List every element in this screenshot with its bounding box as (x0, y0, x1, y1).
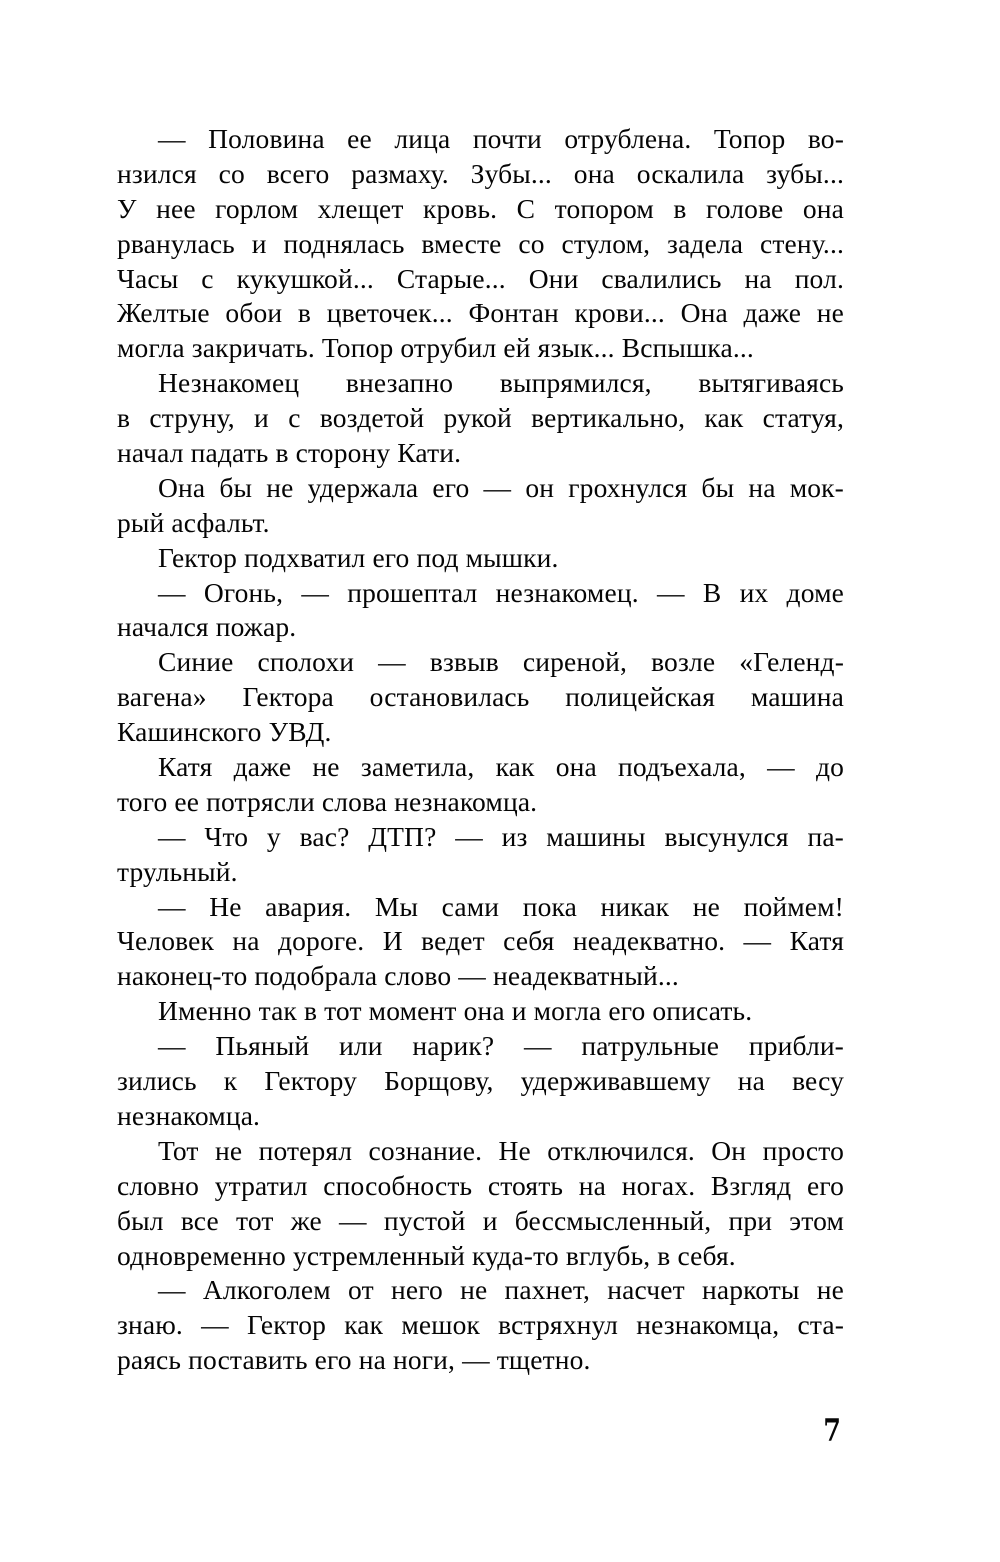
text-line: Желтые обои в цветочек... Фонтан крови... Она даже не (117, 297, 844, 329)
text-line: начался пожар. (117, 611, 297, 643)
text-line: могла закричать. Топор отрубил ей язык... Вспышка... (117, 332, 754, 364)
text-line: Она бы не удержала его — он грохнулся бы на мок- (158, 471, 844, 503)
paragraph (117, 471, 844, 541)
text-line: Тот не потерял сознание. Не отключился. Он просто (158, 1134, 844, 1166)
paragraph (117, 994, 844, 1029)
text-line: У нее горлом хлещет кровь. С топором в голове она (117, 192, 844, 224)
text-line: Часы с кукушкой... Старые... Они свалились на пол. (117, 262, 844, 294)
text-line: Именно так в тот момент она и могла его описать. (158, 995, 753, 1027)
text-line: рванулась и поднялась вместе со стулом, задела стену... (117, 227, 844, 259)
text-line: знаю. — Гектор как мешок встряхнул незнакомца, ста- (117, 1309, 844, 1341)
text-line: раясь поставить его на ноги, — тщетно. (117, 1344, 591, 1376)
text-line: Незнакомец внезапно выпрямился, вытягиваясь (158, 367, 844, 399)
text-line: в струну, и с воздетой рукой вертикально, как статуя, (117, 402, 844, 434)
text-line: был все тот же — пустой и бессмысленный, при этом (117, 1204, 844, 1236)
text-line: Катя даже не заметила, как она подъехала, — до (158, 751, 844, 783)
text-line: нзился со всего размаху. Зубы... она оскалила зубы... (117, 157, 844, 189)
text-line: зились к Гектору Борщову, удерживавшему на весу (117, 1065, 844, 1097)
paragraph (117, 1273, 844, 1378)
paragraph (117, 366, 844, 471)
text-line: Кашинского УВД. (117, 716, 332, 748)
text-line: рый асфальт. (117, 506, 270, 538)
paragraph (117, 576, 844, 646)
paragraph (117, 750, 844, 820)
text-line: вагена» Гектора остановилась полицейская машина (117, 681, 844, 713)
paragraph (117, 890, 844, 995)
page-number: 7 (823, 1413, 841, 1449)
text-line: словно утратил способность стоять на ногах. Взгляд его (117, 1169, 844, 1201)
page-text-block (117, 122, 844, 1378)
text-line: — Огонь, — прошептал незнакомец. — В их доме (158, 576, 844, 608)
text-line: — Не авария. Мы сами пока никак не поймем! (158, 890, 844, 922)
paragraph (117, 122, 844, 366)
text-line: начал падать в сторону Кати. (117, 437, 462, 469)
text-line: того ее потрясли слова незнакомца. (117, 785, 538, 817)
text-line: — Половина ее лица почти отрублена. Топор во- (158, 123, 844, 154)
text-line: Человек на дороге. И ведет себя неадекватно. — Катя (117, 925, 844, 957)
text-line: Гектор подхватил его под мышки. (158, 541, 559, 573)
text-line: наконец-то подобрала слово — неадекватный... (117, 960, 679, 992)
text-line: трульный. (117, 855, 238, 887)
text-line: — Что у вас? ДТП? — из машины высунулся па- (158, 820, 844, 852)
paragraph (117, 1029, 844, 1134)
text-line: незнакомца. (117, 1099, 261, 1131)
paragraph (117, 541, 844, 576)
paragraph (117, 820, 844, 890)
text-line: Синие сполохи — взвыв сиреной, возле «Геленд- (158, 646, 844, 678)
paragraph (117, 645, 844, 750)
paragraph (117, 1134, 844, 1274)
text-line: одновременно устремленный куда-то вглубь, в себя. (117, 1239, 736, 1271)
text-line: — Пьяный или нарик? — патрульные прибли- (158, 1030, 844, 1062)
text-line: — Алкоголем от него не пахнет, насчет наркоты не (158, 1274, 844, 1306)
